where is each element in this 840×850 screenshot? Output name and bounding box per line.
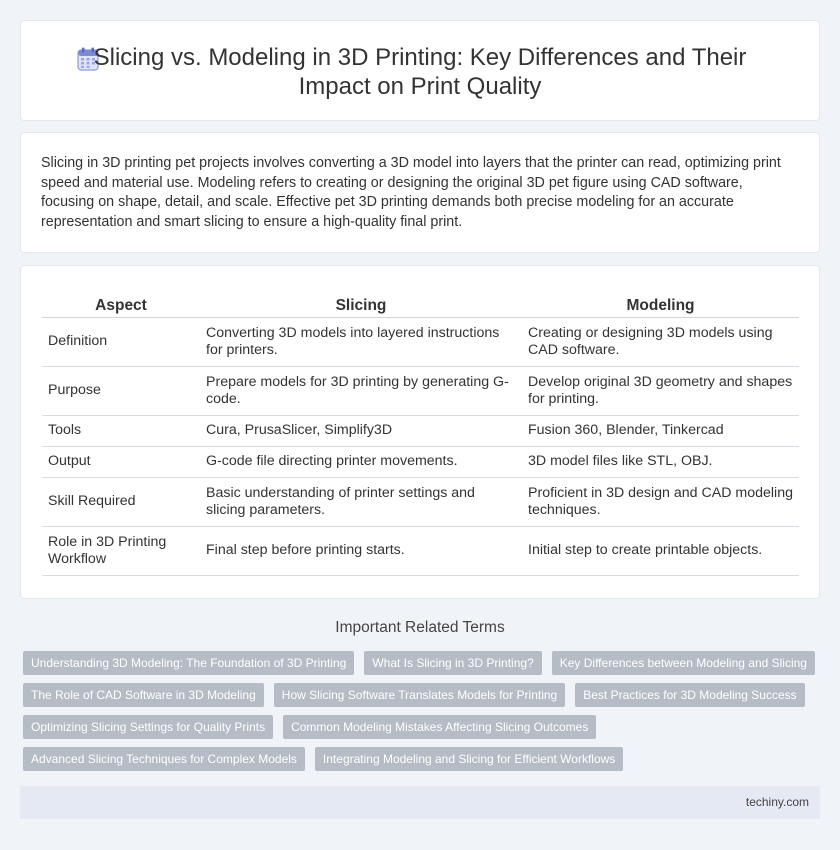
footer: [20, 786, 820, 819]
related-terms-list: [23, 651, 813, 779]
related-term-tag[interactable]: Understanding 3D Modeling: The Foundation of 3D Printing: [23, 651, 354, 675]
tag-row: [23, 651, 813, 675]
cell-aspect: Output: [42, 447, 200, 478]
cell-modeling: Creating or designing 3D models using CAD software.: [522, 318, 799, 367]
intro-paragraph: Slicing in 3D printing pet projects involves converting a 3D model into layers that the printer can read, optimizing print speed and material use. Modeling refers to creating or designing the original 3D pet figure using CAD software, focusing on shape, detail, and scale. Effective pet 3D printing demands both precise modeling for an accurate representation and smart slicing to ensure a high-quality final print.: [41, 155, 781, 230]
related-terms-title: Important Related Terms: [335, 619, 505, 636]
cell-aspect: Purpose: [42, 367, 200, 416]
cell-aspect: Definition: [42, 318, 200, 367]
cell-slicing: Basic understanding of printer settings and slicing parameters.: [200, 478, 522, 527]
related-term-tag[interactable]: Optimizing Slicing Settings for Quality Prints: [23, 715, 273, 739]
page-title: Slicing vs. Modeling in 3D Printing: Key Differences and Their Impact on Print Quality: [93, 44, 747, 100]
table-row: [42, 478, 799, 527]
related-term-tag[interactable]: Common Modeling Mistakes Affecting Slicing Outcomes: [283, 715, 596, 739]
table-row: [42, 416, 799, 447]
cell-modeling: Initial step to create printable objects.: [522, 527, 799, 576]
tag-row: [23, 683, 813, 707]
cell-modeling: Develop original 3D geometry and shapes for printing.: [522, 367, 799, 416]
header-aspect: Aspect: [42, 295, 200, 318]
tag-row: [23, 747, 813, 771]
comparison-card: [20, 265, 820, 599]
cell-slicing: Prepare models for 3D printing by generating G-code.: [200, 367, 522, 416]
related-term-tag[interactable]: Best Practices for 3D Modeling Success: [575, 683, 804, 707]
cell-aspect: Tools: [42, 416, 200, 447]
tag-row: [23, 715, 813, 739]
related-term-tag[interactable]: The Role of CAD Software in 3D Modeling: [23, 683, 264, 707]
table-row: [42, 527, 799, 576]
related-term-tag[interactable]: What Is Slicing in 3D Printing?: [364, 651, 541, 675]
intro-card: [20, 132, 820, 253]
cell-slicing: Final step before printing starts.: [200, 527, 522, 576]
cell-slicing: Converting 3D models into layered instructions for printers.: [200, 318, 522, 367]
cell-modeling: Fusion 360, Blender, Tinkercad: [522, 416, 799, 447]
table-header-row: [42, 295, 799, 318]
cell-aspect: Role in 3D Printing Workflow: [42, 527, 200, 576]
table-row: [42, 447, 799, 478]
cell-modeling: 3D model files like STL, OBJ.: [522, 447, 799, 478]
cell-slicing: G-code file directing printer movements.: [200, 447, 522, 478]
header-modeling: Modeling: [522, 295, 799, 318]
table-row: [42, 367, 799, 416]
footer-site-link[interactable]: techiny.com: [745, 795, 809, 809]
related-term-tag[interactable]: Integrating Modeling and Slicing for Efficient Workflows: [315, 747, 623, 771]
cell-modeling: Proficient in 3D design and CAD modeling techniques.: [522, 478, 799, 527]
header-card: [20, 20, 820, 121]
header-slicing: Slicing: [200, 295, 522, 318]
related-term-tag[interactable]: Advanced Slicing Techniques for Complex Models: [23, 747, 305, 771]
related-term-tag[interactable]: How Slicing Software Translates Models for Printing: [274, 683, 565, 707]
cell-slicing: Cura, PrusaSlicer, Simplify3D: [200, 416, 522, 447]
table-row: [42, 318, 799, 367]
cell-aspect: Skill Required: [42, 478, 200, 527]
related-term-tag[interactable]: Key Differences between Modeling and Slicing: [552, 651, 815, 675]
comparison-table: [42, 295, 799, 576]
